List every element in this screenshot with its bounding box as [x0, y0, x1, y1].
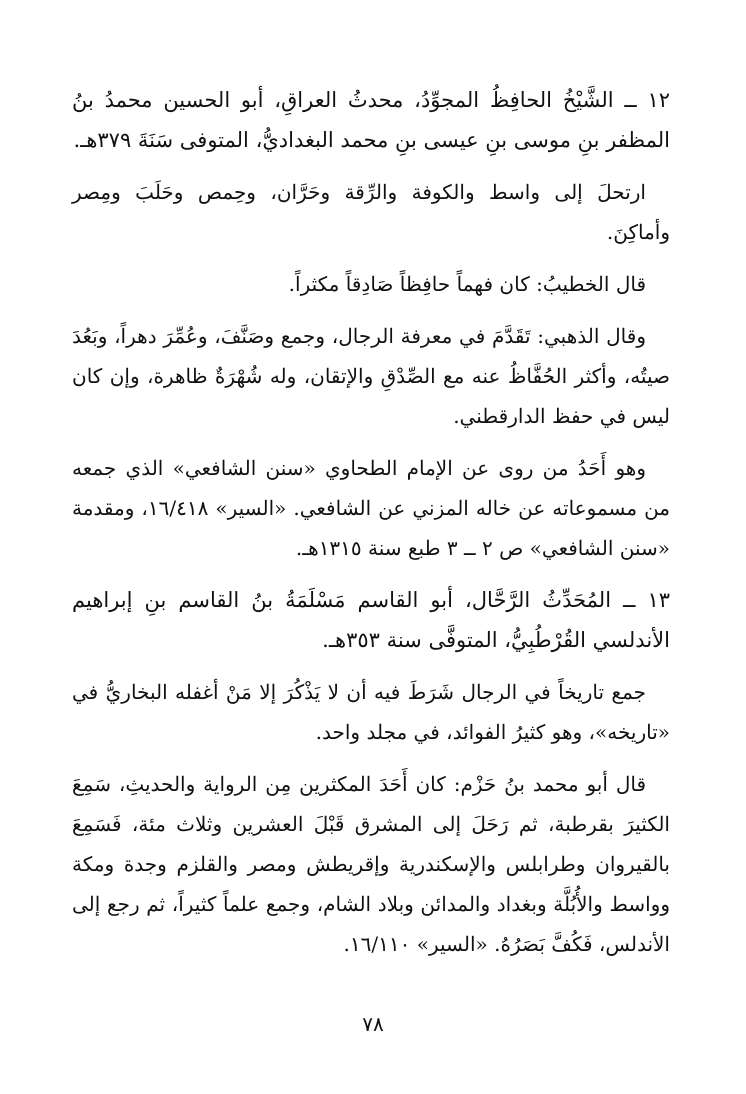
page-body	[72, 80, 670, 976]
entry-12-khatib-quote: قال الخطيبُ: كان فهماً حافِظاً صَادِقاً مكثراً.	[288, 272, 646, 296]
entry-13-heading: ١٣ ــ المُحَدِّثُ الرَّحَّال، أبو القاسم مَسْلَمَةُ بنُ القاسم بنِ إبراهيم الأندلسي القُرْطُبِيُّ، المتوفَّى سنة ٣٥٣هـ.	[72, 588, 670, 652]
entry-13-ibn-hazm-quote: قال أبو محمد بنُ حَزْم: كان أَحَدَ المكثرين مِن الرواية والحديثِ، سَمِعَ الكثيرَ بقرطبة، ثم رَحَلَ إلى المشرق قَبْلَ العشرين وثلاث مئة، فَسَمِعَ بالقيروان وطرابلس والإسكندرية وإقريطش ومصر والقلزم وجدة ومكة وواسط والأُبُلَّة وبغداد والمدائن وبلاد الشام، وجمع علماً كثيراً، ثم رجع إلى الأندلس، فَكُفَّ بَصَرُهُ. «السير» ١٦/١١٠.	[72, 772, 670, 956]
page-number: ٧٨	[362, 1012, 384, 1036]
entry-12-travels: ارتحلَ إلى واسط والكوفة والرِّقة وحَرَّان، وحِمص وحَلَبَ ومِصر وأماكِنَ.	[72, 180, 670, 244]
entry-12-tahawi-note: وهو أَحَدُ من روى عن الإمام الطحاوي «سنن الشافعي» الذي جمعه من مسموعاته عن خاله المزني عن الشافعي. «السير» ١٦/٤١٨، ومقدمة «سنن الشافعي» ص ٢ ــ ٣ طبع سنة ١٣١٥هـ.	[72, 456, 671, 560]
entry-12-dhahabi-quote: وقال الذهبي: تَقَدَّمَ في معرفة الرجال، وجمع وصَنَّفَ، وعُمِّرَ دهراً، وبَعُدَ صيتُه، وأكثر الحُفَّاظُ عنه مع الصِّدْقِ والإتقان، وله شُهْرَةٌ ظاهرة، وإن كان ليس في حفظ الدارقطني.	[72, 324, 670, 428]
entry-12-heading: ١٢ ــ الشَّيْخُ الحافِظُ المجوِّدُ، محدثُ العراقِ، أبو الحسين محمدُ بنُ المظفر بنِ موسى بنِ عيسى بنِ محمد البغداديُّ، المتوفى سَنَةَ ٣٧٩هـ.	[72, 88, 670, 152]
entry-13-history: جمع تاريخاً في الرجال شَرَطَ فيه أن لا يَذْكُرَ إلا مَنْ أغفله البخاريُّ في «تاريخه»، وهو كثيرُ الفوائد، في مجلد واحد.	[72, 680, 670, 744]
